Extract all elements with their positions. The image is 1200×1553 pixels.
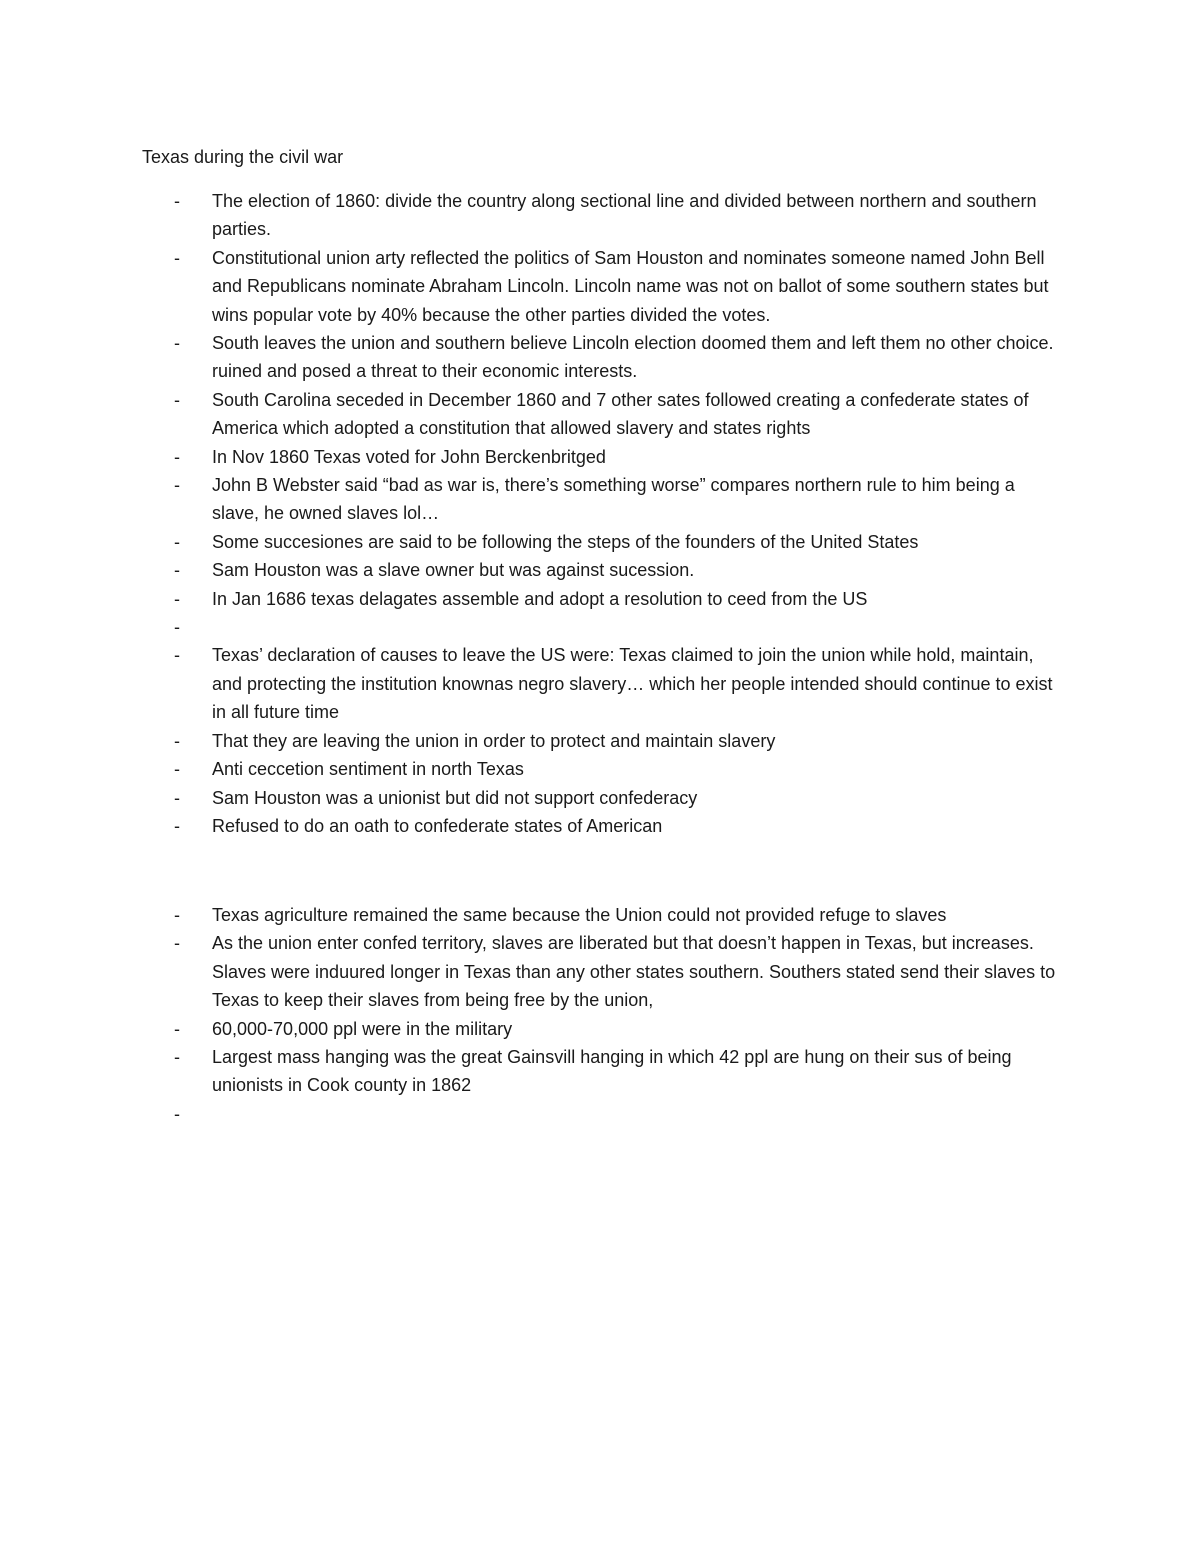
list-item xyxy=(170,585,1060,613)
dash-marker: - xyxy=(174,191,180,211)
list-item xyxy=(170,244,1060,329)
list-item xyxy=(170,443,1060,471)
dash-marker: - xyxy=(174,1103,180,1124)
dash-marker: - xyxy=(174,333,180,354)
list-item-text: Texas’ declaration of causes to leave the US were: Texas claimed to join the union while hold, maintain, and protecting the institution knownas negro slavery… which her people intended should continue to exist in all future time xyxy=(212,645,1053,723)
list-item-text: That they are leaving the union in order to protect and maintain slavery xyxy=(212,730,776,751)
dash-marker: - xyxy=(174,815,180,836)
document-title: Texas during the civil war xyxy=(142,147,344,167)
list-item-text: As the union enter confed territory, slaves are liberated but that doesn’t happen in Texas, but increases. Slaves were induured longer in Texas than any other states southern. Southers stated send their slaves to Texas to keep their slaves from being free by the union, xyxy=(212,933,1056,1011)
list-item-text: 60,000-70,000 ppl were in the military xyxy=(212,1018,513,1039)
list-item-text: Largest mass hanging was the great Gainsvill hanging in which 42 ppl are hung on their sus of being unionists in Cook county in 1862 xyxy=(212,1047,1012,1096)
dash-marker: - xyxy=(174,759,180,780)
dash-marker: - xyxy=(174,645,180,666)
list-item xyxy=(170,727,1060,755)
list-item xyxy=(170,901,1060,929)
dash-marker: - xyxy=(174,730,180,751)
list-item xyxy=(170,187,1060,244)
list-item xyxy=(170,812,1060,840)
list-item xyxy=(170,784,1060,812)
dash-marker: - xyxy=(174,389,180,410)
dash-marker: - xyxy=(174,588,180,609)
list-item xyxy=(170,755,1060,783)
list-item xyxy=(170,641,1060,726)
dash-marker: - xyxy=(174,247,180,268)
dash-marker: - xyxy=(174,531,180,552)
dash-marker: - xyxy=(174,905,180,925)
dash-marker: - xyxy=(174,617,180,638)
dash-marker: - xyxy=(174,446,180,467)
list-item xyxy=(170,386,1060,443)
empty-list-item xyxy=(170,1100,1060,1128)
dash-marker: - xyxy=(174,933,180,954)
list-item-text: South Carolina seceded in December 1860 and 7 other sates followed creating a confederate states of America which adopted a constitution that allowed slavery and states rights xyxy=(212,389,1029,439)
list-item xyxy=(170,556,1060,584)
empty-list-item xyxy=(170,613,1060,641)
notes-list-2 xyxy=(170,901,1060,1128)
list-item xyxy=(170,471,1060,528)
dash-marker: - xyxy=(174,1047,180,1068)
list-item xyxy=(170,929,1060,1014)
dash-marker: - xyxy=(174,475,180,496)
list-item xyxy=(170,528,1060,556)
list-item-text: Refused to do an oath to confederate states of American xyxy=(212,815,663,836)
list-item xyxy=(170,1043,1060,1100)
list-item-text: Sam Houston was a unionist but did not support confederacy xyxy=(212,787,698,808)
list-item-text: In Jan 1686 texas delagates assemble and adopt a resolution to ceed from the US xyxy=(212,588,868,609)
list-item-text: Sam Houston was a slave owner but was against sucession. xyxy=(212,560,695,581)
list-item-text: South leaves the union and southern believe Lincoln election doomed them and left them no other choice. ruined and posed a threat to their economic interests. xyxy=(212,333,1054,382)
dash-marker: - xyxy=(174,560,180,581)
list-item-text: Some succesiones are said to be following the steps of the founders of the United States xyxy=(212,531,919,552)
list-item-text: The election of 1860: divide the country along sectional line and divided between northern and southern parties. xyxy=(212,191,1037,240)
list-item-text: John B Webster said “bad as war is, there’s something worse” compares northern rule to him being a slave, he owned slaves lol… xyxy=(212,475,1015,524)
list-item-text: Texas agriculture remained the same because the Union could not provided refuge to slaves xyxy=(212,905,947,925)
list-item-text: Constitutional union arty reflected the politics of Sam Houston and nominates someone named John Bell and Republicans nominate Abraham Lincoln. Lincoln name was not on ballot of some southern states but wins popular vote by 40% because the other parties divided the votes. xyxy=(212,247,1049,325)
list-item-text: Anti ceccetion sentiment in north Texas xyxy=(212,759,524,780)
notes-list-1 xyxy=(170,187,1060,840)
list-item xyxy=(170,1015,1060,1043)
dash-marker: - xyxy=(174,1018,180,1039)
list-item-text: In Nov 1860 Texas voted for John Berckenbritged xyxy=(212,446,606,467)
list-item xyxy=(170,329,1060,386)
dash-marker: - xyxy=(174,787,180,808)
